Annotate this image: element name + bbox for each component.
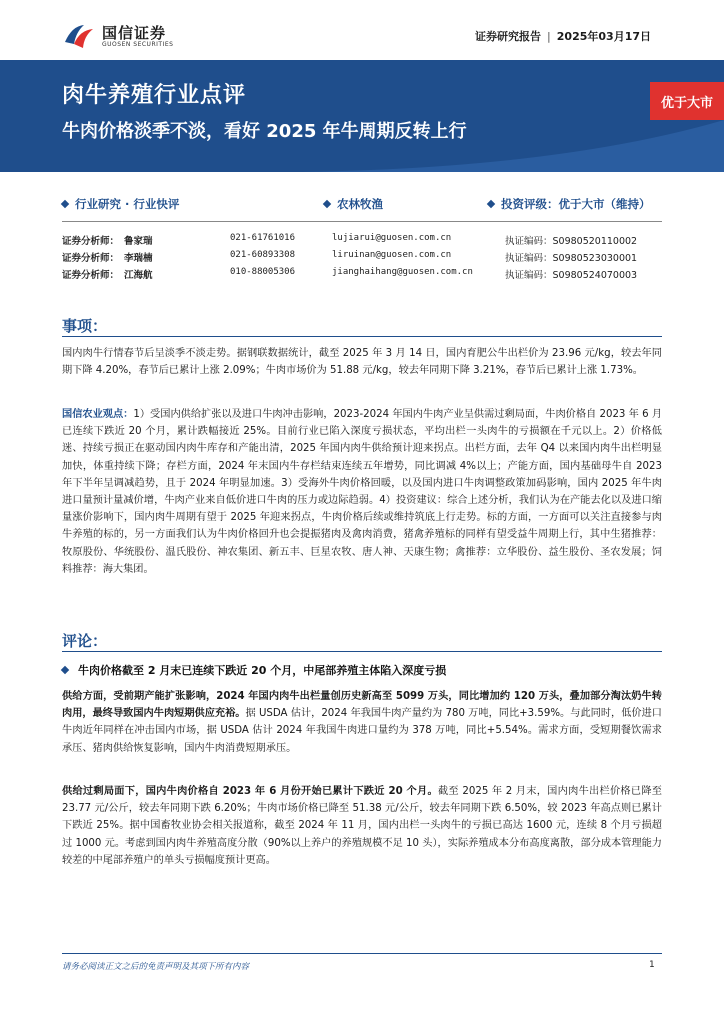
comment-heading: 评论： bbox=[62, 632, 108, 650]
analyst-cert: 执证编码：S0980524070003 bbox=[505, 270, 638, 281]
guosen-logo-icon bbox=[62, 22, 96, 52]
title-banner bbox=[0, 60, 724, 172]
report-type: 证券研究报告 bbox=[475, 30, 542, 43]
price-bold: 供给过剩局面下，国内牛肉价格自 2023 年 6 月份开始已累计下跌近 20 个月。 bbox=[62, 786, 438, 797]
analyst-email[interactable]: lujiarui@guosen.com.cn bbox=[332, 233, 452, 243]
category-sector-label: 农林牧渔 bbox=[337, 197, 383, 211]
event-heading: 事项： bbox=[62, 317, 108, 335]
analyst-name: 鲁家瑞 bbox=[124, 236, 153, 247]
logo-chinese-name: 国信证券 bbox=[102, 24, 167, 42]
supply-bold: 供给方面，受前期产能扩张影响，2024 年国内肉牛出栏量创历史新高至 5099 万头，同比增加约 120 万头，叠加部分淘汰奶牛转肉用，最终导致国内牛肉短期供应充裕。 bbox=[62, 691, 662, 720]
price-rest: 截至 2025 年 2 月末，国内肉牛出栏价格已降至 23.77 元/公斤，较去年同期下跌 6.20%；牛肉市场价格已降至 51.38 元/公斤，较去年同期下跌 6.50%，较 2023 年高点则已累计下跌近 25%。据中国畜牧业协会相关报道称，截至 2024 年 11 月，国内出栏一头肉牛的亏损已高达 1600 元，连续 8 个月亏损超过 1000 元。考虑到国内肉牛养殖高度分散（90%以上养户的养殖规模不足 10 头），实际养殖成本分布高度离散，部分成本管理能力较差的中尾部养殖户的单头亏损幅度预计更高。 bbox=[62, 786, 662, 866]
banner-decoration bbox=[0, 60, 724, 172]
report-title: 肉牛养殖行业点评 bbox=[62, 83, 247, 108]
analyst-phone: 021-61761016 bbox=[230, 233, 296, 243]
rating-tag: 优于大市 bbox=[650, 82, 724, 120]
report-subtitle: 牛肉价格淡季不淡，看好 2025 年牛周期反转上行 bbox=[62, 121, 467, 142]
report-date: 2025年03月17日 bbox=[556, 30, 651, 43]
analyst-cert: 执证编码：S0980520110002 bbox=[505, 236, 638, 247]
page-number: 1 bbox=[649, 960, 655, 970]
event-divider bbox=[62, 336, 662, 337]
category-divider bbox=[62, 221, 662, 222]
comment-bullet bbox=[62, 662, 446, 678]
diamond-bullet-icon bbox=[487, 200, 495, 208]
price-paragraph bbox=[62, 783, 662, 869]
footer-divider bbox=[62, 953, 662, 954]
supply-rest: 据 USDA 估计，2024 年我国牛肉产量约为 780 万吨，同比+3.59%。与此同时，低价进口牛肉近年同样在冲击国内市场，据 USDA 估计 2024 年我国牛肉进口量约为 378 万吨，同比+5.54%。需求方面，受短期餐饮需求承压、猪肉供给恢复影响，国内牛肉消费短期承压。 bbox=[62, 708, 662, 754]
category-rating-label: 投资评级：优于大市（维持） bbox=[501, 197, 651, 211]
analyst-phone: 010-88005306 bbox=[230, 267, 296, 277]
view-lead: 国信农业观点： bbox=[62, 409, 134, 420]
category-sector bbox=[324, 196, 383, 212]
analyst-row bbox=[62, 233, 662, 250]
logo-english-name: GUOSEN SECURITIES bbox=[102, 41, 174, 48]
analyst-role: 证券分析师： bbox=[62, 253, 120, 264]
analyst-list bbox=[62, 233, 662, 284]
view-text: 1）受国内供给扩张以及进口牛肉冲击影响，2023-2024 年国内牛肉产业呈供需过剩局面，牛肉价格自 2023 年 6 月已连续下跌近 20 个月，累计跌幅接近 25%。目前行业已陷入深度亏损状态，平均出栏一头肉牛的亏损额在千元以上。2）价格低迷、持续亏损正在驱动国内肉牛库存和产能出清，2025 年国内肉牛供给预计迎来拐点。出栏方面，去年 Q4 以来国内肉牛出栏明显加快，体重持续下降；存栏方面，2024 年末国内牛存栏结束连续五年增势，同比调减 4%以上；产能方面，国内基础母牛自 2023 年下半年呈调减趋势，且于 2024 年明显加速。3）受海外牛肉价格回暖，以及国内进口牛肉调整政策加码影响，国内 2025 年牛肉进口量预计量减价增，牛肉产业来自低价进口牛肉的压力或边际趋弱。4）投资建议：综合上述分析，我们认为在产能去化以及进口缩量涨价影响下，国内肉牛周期有望于 2025 年迎来拐点，牛肉价格后续或维持筑底上行走势。标的方面，一方面可以关注直接参与肉牛养殖的标的，另一方面我们认为牛肉价格回升也会提振猪肉及禽肉消费，猪禽养殖标的同样有望受益牛周期上行，其中生猪推荐：牧原股份、华统股份、温氏股份、神农集团、新五丰、巨星农牧、唐人神、天康生物；禽推荐：立华股份、益生股份、圣农发展；饲料推荐：海大集团。 bbox=[62, 409, 663, 575]
analyst-role: 证券分析师： bbox=[62, 270, 120, 281]
comment-divider bbox=[62, 651, 662, 652]
comment-bullet-text: 牛肉价格截至 2 月末已连续下跌近 20 个月，中尾部养殖主体陷入深度亏损 bbox=[78, 664, 447, 677]
analyst-name: 李瑞楠 bbox=[124, 253, 153, 264]
category-line bbox=[62, 196, 662, 214]
category-research bbox=[62, 196, 179, 212]
analyst-name: 江海航 bbox=[124, 270, 153, 281]
analyst-row bbox=[62, 267, 662, 284]
analyst-email[interactable]: jianghaihang@guosen.com.cn bbox=[332, 267, 473, 277]
diamond-bullet-icon bbox=[323, 200, 331, 208]
category-rating bbox=[488, 196, 651, 212]
analyst-row bbox=[62, 250, 662, 267]
view-paragraph bbox=[62, 406, 662, 578]
analyst-phone: 021-60893308 bbox=[230, 250, 296, 260]
diamond-bullet-icon bbox=[61, 666, 69, 674]
disclaimer-note[interactable]: 请务必阅读正文之后的免责声明及其项下所有内容 bbox=[62, 962, 250, 972]
category-research-label: 行业研究 · 行业快评 bbox=[75, 197, 180, 211]
diamond-bullet-icon bbox=[61, 200, 69, 208]
report-meta: 证券研究报告 | 2025年03月17日 bbox=[475, 30, 651, 43]
company-logo bbox=[62, 22, 252, 52]
analyst-role: 证券分析师： bbox=[62, 236, 120, 247]
supply-paragraph bbox=[62, 688, 662, 757]
event-text: 国内肉牛行情春节后呈淡季不淡走势。据钢联数据统计，截至 2025 年 3 月 14 日，国内育肥公牛出栏价为 23.96 元/kg，较去年同期下降 4.20%，春节后已累计上涨 2.09%；牛肉市场价为 51.88 元/kg，较去年同期下降 3.21%，春节后已累计上涨 1.73%。 bbox=[62, 348, 662, 377]
analyst-email[interactable]: liruinan@guosen.com.cn bbox=[332, 250, 452, 260]
analyst-cert: 执证编码：S0980523030001 bbox=[505, 253, 638, 264]
